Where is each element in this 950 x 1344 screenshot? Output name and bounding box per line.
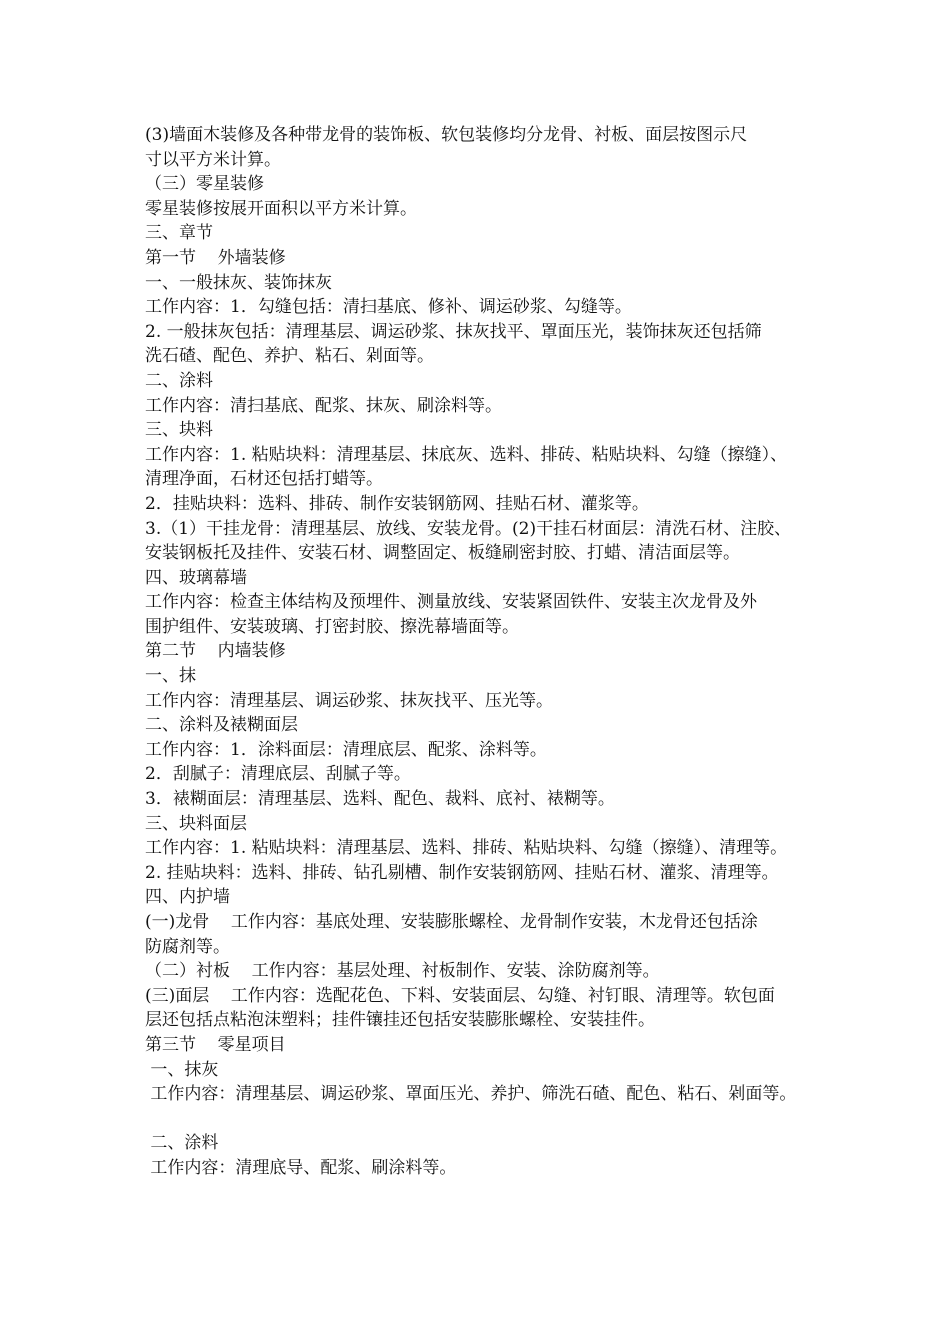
item-heading: 三、块料面层 <box>145 813 247 834</box>
section-heading: 三、章节 <box>145 223 213 244</box>
paragraph-line: 防腐剂等。 <box>145 936 230 957</box>
paragraph-line: 工作内容：1．勾缝包括：清扫基底、修补、调运砂浆、勾缝等。 <box>145 297 632 318</box>
paragraph-line: 2．刮腻子：清理底层、刮腻子等。 <box>145 764 411 785</box>
item-heading: 二、涂料及裱糊面层 <box>145 715 298 736</box>
item-heading: 四、玻璃幕墙 <box>145 567 247 588</box>
blank-line <box>145 1107 815 1132</box>
item-heading: 一、抹 <box>145 666 196 687</box>
item-heading: 二、涂料 <box>145 1133 219 1154</box>
item-heading: 三、块料 <box>145 420 213 441</box>
paragraph-line: 工作内容：1. 粘贴块料：清理基层、选料、排砖、粘贴块料、勾缝（擦缝）、清理等。 <box>145 838 788 859</box>
paragraph-line: 围护组件、安装玻璃、打密封胶、擦洗幕墙面等。 <box>145 616 519 637</box>
paragraph-line: 零星装修按展开面积以平方米计算。 <box>145 198 417 219</box>
paragraph-line: 寸以平方米计算。 <box>145 149 281 170</box>
paragraph-line: 2. 挂贴块料：选料、排砖、钻孔剔槽、制作安装钢筋网、挂贴石材、灌浆、清理等。 <box>145 862 779 883</box>
chapter-heading: 第三节 零星项目 <box>145 1034 286 1055</box>
paragraph-line: 洗石碴、配色、养护、粘石、剁面等。 <box>145 346 434 367</box>
paragraph-line: 工作内容：检查主体结构及预埋件、测量放线、安装紧固铁件、安装主次龙骨及外 <box>145 592 757 613</box>
item-heading: 四、内护墙 <box>145 887 230 908</box>
paragraph-line: 3．裱糊面层：清理基层、选料、配色、裁料、底衬、裱糊等。 <box>145 789 615 810</box>
paragraph-line: 工作内容：清扫基底、配浆、抹灰、刷涂料等。 <box>145 395 502 416</box>
paragraph-line: 工作内容：1. 粘贴块料：清理基层、抹底灰、选料、排砖、粘贴块料、勾缝（擦缝）、 <box>145 444 788 465</box>
chapter-heading: 第二节 内墙装修 <box>145 641 286 662</box>
item-heading: 一、一般抹灰、装饰抹灰 <box>145 272 332 293</box>
paragraph-line: 工作内容：1．涂料面层：清理底层、配浆、涂料等。 <box>145 739 547 760</box>
paragraph-line: 层还包括点粘泡沫塑料；挂件镶挂还包括安装膨胀螺栓、安装挂件。 <box>145 1010 655 1031</box>
paragraph-line: 工作内容：清理基层、调运砂浆、抹灰找平、压光等。 <box>145 690 553 711</box>
subsection-heading: （三）零星装修 <box>145 174 264 195</box>
paragraph-line: (三)面层 工作内容：选配花色、下料、安装面层、勾缝、衬钉眼、清理等。软包面 <box>145 985 775 1006</box>
paragraph-line: 工作内容：清理基层、调运砂浆、罩面压光、养护、筛洗石碴、配色、粘石、剁面等。 <box>145 1084 797 1105</box>
paragraph-line: （二）衬板 工作内容：基层处理、衬板制作、安装、涂防腐剂等。 <box>145 961 660 982</box>
item-heading: 一、抹灰 <box>145 1059 219 1080</box>
paragraph-line: 2．挂贴块料：选料、排砖、制作安装钢筋网、挂贴石材、灌浆等。 <box>145 493 649 514</box>
document-body <box>145 123 815 1181</box>
paragraph-line: 工作内容：清理底导、配浆、刷涂料等。 <box>145 1157 457 1178</box>
paragraph-line: 安装钢板托及挂件、安装石材、调整固定、板缝刷密封胶、打蜡、清洁面层等。 <box>145 543 740 564</box>
paragraph-line: (3)墙面木装修及各种带龙骨的装饰板、软包装修均分龙骨、衬板、面层按图示尺 <box>145 125 748 145</box>
paragraph-line: 2. 一般抹灰包括：清理基层、调运砂浆、抹灰找平、罩面压光，装饰抹灰还包括筛 <box>145 321 762 342</box>
item-heading: 二、涂料 <box>145 370 213 391</box>
paragraph-line: 3.（1）干挂龙骨：清理基层、放线、安装龙骨。(2)干挂石材面层：清洗石材、注胶、 <box>145 518 792 539</box>
paragraph-line: (一)龙骨 工作内容：基底处理、安装膨胀螺栓、龙骨制作安装，木龙骨还包括涂 <box>145 912 758 932</box>
paragraph-line: 清理净面，石材还包括打蜡等。 <box>145 469 383 490</box>
chapter-heading: 第一节 外墙装修 <box>145 247 286 268</box>
